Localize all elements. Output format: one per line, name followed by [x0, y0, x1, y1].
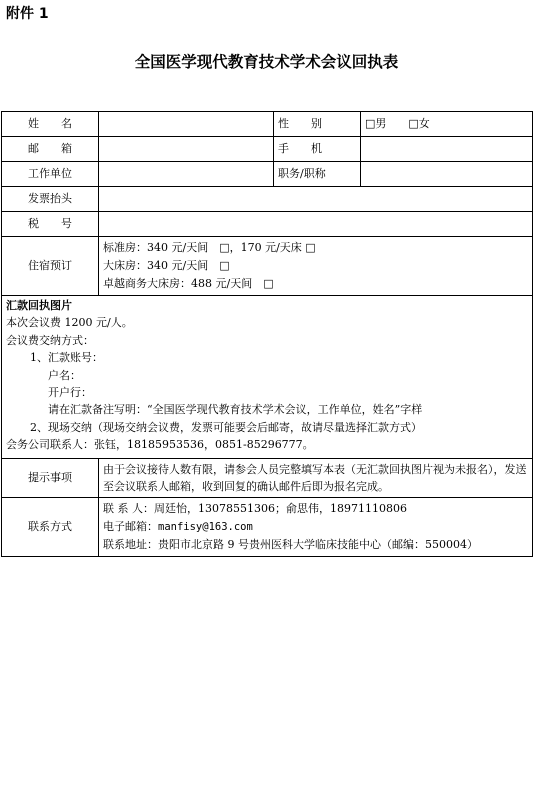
contact-people: 联 系 人：周廷怡，13078551306；俞思伟，18971110806	[103, 502, 407, 515]
notice-label: 提示事项	[2, 459, 99, 498]
payment-contact: 会务公司联系人：张钰，18185953536，0851-85296777。	[6, 438, 314, 452]
row-tax	[2, 212, 533, 237]
row-invoice	[2, 187, 533, 212]
lodging-options[interactable]	[99, 237, 533, 296]
payment-heading: 汇款回执图片	[6, 299, 72, 312]
name-field[interactable]	[99, 112, 274, 137]
payment-remark: 请在汇款备注写明：“全国医学现代教育技术学术会议，工作单位，姓名”字样	[48, 403, 423, 417]
mobile-label: 手 机	[274, 137, 361, 162]
workplace-field[interactable]	[99, 162, 274, 187]
contact-address: 联系地址：贵阳市北京路 9 号贵州医科大学临床技能中心（邮编：550004）	[103, 538, 478, 551]
contact-email-line	[103, 518, 528, 536]
email-field[interactable]	[99, 137, 274, 162]
gender-label: 性 别	[274, 112, 361, 137]
invoice-field[interactable]	[99, 187, 533, 212]
payment-method: 会议费交纳方式：	[6, 333, 94, 347]
contact-info	[99, 498, 533, 557]
email-label: 邮 箱	[2, 137, 99, 162]
notice-text: 由于会议接待人数有限，请参会人员完整填写本表（无汇款回执图片视为未报名），发送至会议联系人邮箱，收到回复的确认邮件后即为报名完成。	[99, 459, 533, 498]
invoice-label: 发票抬头	[2, 187, 99, 212]
page-title: 全国医学现代教育技术学术会议回执表	[134, 53, 399, 71]
lodging-option-business[interactable]: 卓越商务大床房：488 元/天间 □	[103, 277, 274, 290]
lodging-option-king[interactable]: 大床房：340 元/天间 □	[103, 259, 230, 272]
tax-label: 税 号	[2, 212, 99, 237]
row-payment	[2, 296, 533, 459]
payment-fee: 本次会议费 1200 元/人。	[6, 316, 133, 330]
registration-form	[1, 111, 533, 557]
name-label: 姓 名	[2, 112, 99, 137]
position-label: 职务/职称	[274, 162, 361, 187]
payment-section	[2, 296, 533, 459]
row-lodging	[2, 237, 533, 296]
row-email-mobile	[2, 137, 533, 162]
payment-bank: 开户行：	[48, 386, 92, 400]
payment-bank-account: 1、汇款账号：	[30, 351, 103, 365]
lodging-option-standard[interactable]: 标准房：340 元/天间 □，170 元/天床 □	[103, 241, 316, 254]
row-notice	[2, 459, 533, 498]
mobile-field[interactable]	[361, 137, 533, 162]
gender-options[interactable]: □男 □女	[361, 112, 533, 137]
lodging-label: 住宿预订	[2, 237, 99, 296]
row-contact	[2, 498, 533, 557]
position-field[interactable]	[361, 162, 533, 187]
payment-onsite: 2、现场交纳（现场交纳会议费，发票可能要会后邮寄，故请尽量选择汇款方式）	[30, 420, 422, 434]
tax-field[interactable]	[99, 212, 533, 237]
contact-email-link[interactable]: manfisy@163.com	[158, 521, 253, 533]
row-workplace-position	[2, 162, 533, 187]
row-name-gender	[2, 112, 533, 137]
workplace-label: 工作单位	[2, 162, 99, 187]
attachment-number: 附件 1	[6, 6, 49, 22]
contact-email-prefix: 电子邮箱：	[103, 520, 158, 533]
contact-label: 联系方式	[2, 498, 99, 557]
payment-account-name: 户名：	[48, 368, 81, 382]
